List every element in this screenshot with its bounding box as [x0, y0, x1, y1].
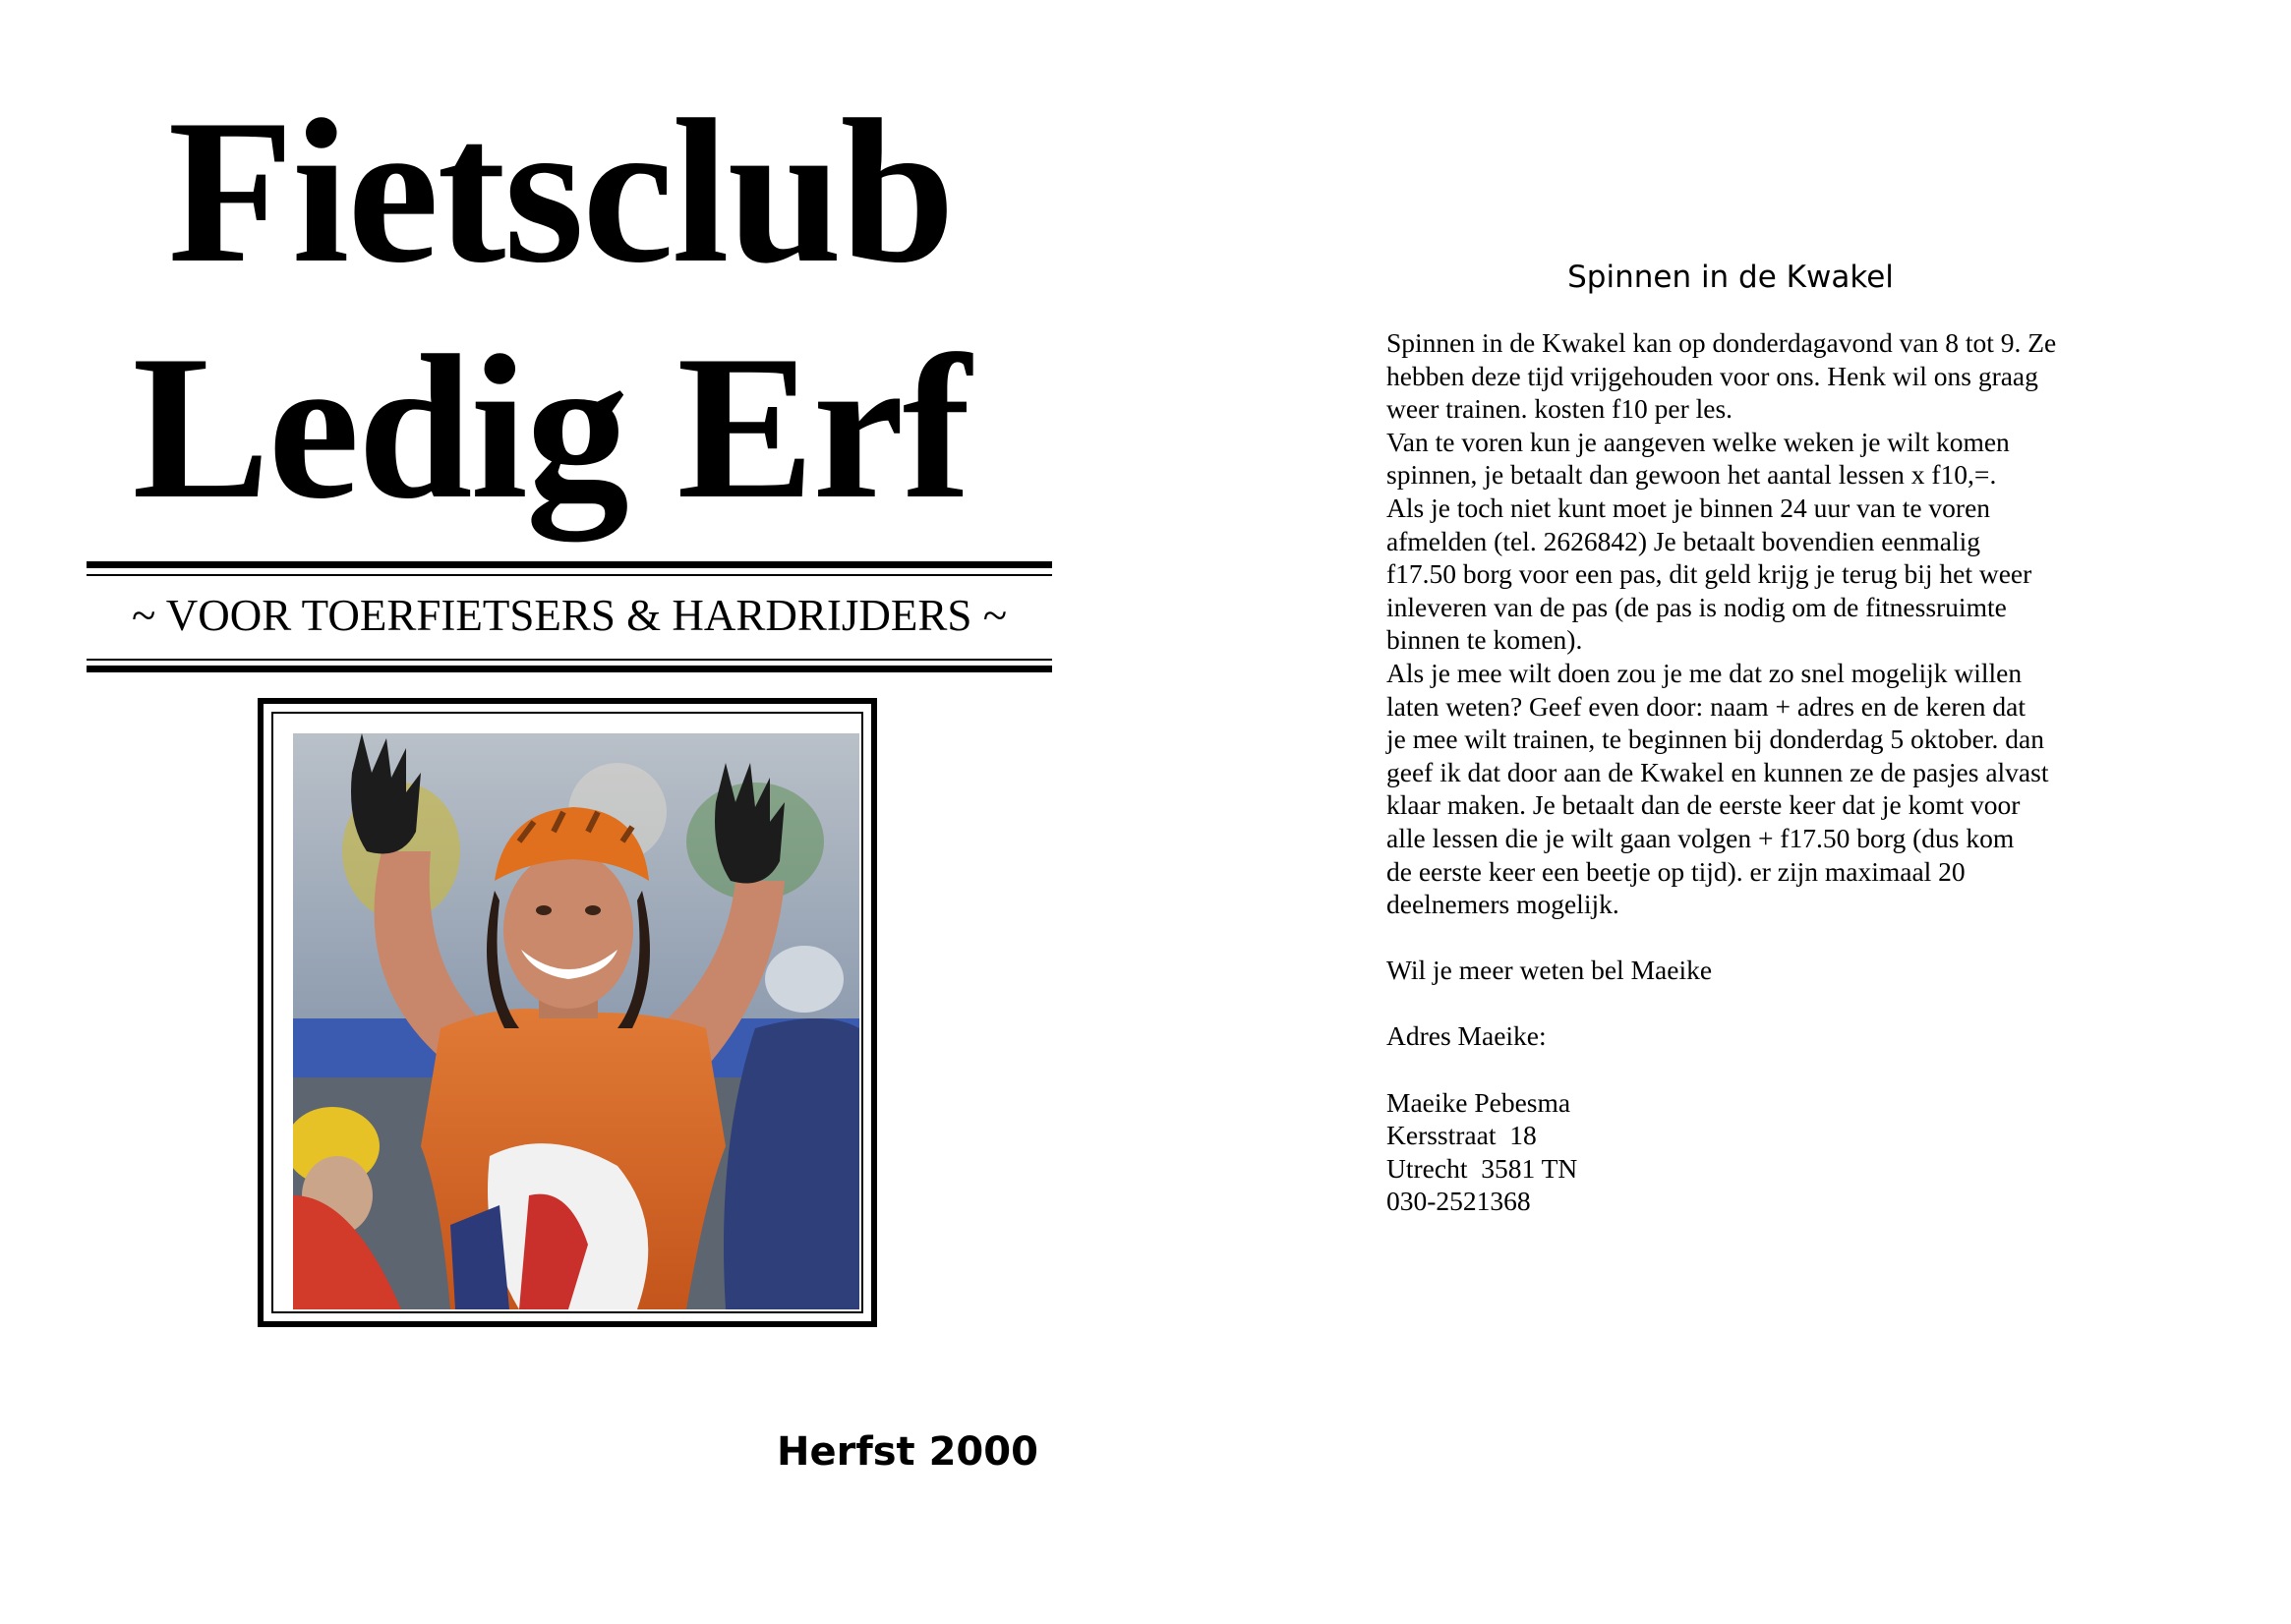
cyclist-celebrating-photo [293, 733, 859, 1309]
address-block [1386, 1086, 2094, 1218]
issue-season: Herfst 2000 [777, 1429, 1038, 1475]
club-title-line2: Ledig Erf [132, 314, 969, 542]
article-heading: Spinnen in de Kwakel [1567, 260, 1894, 295]
address-label: Adres Maeike: [1386, 1020, 1547, 1052]
address-city: Utrecht 3581 TN [1386, 1152, 1578, 1184]
article-body [1386, 326, 2094, 1218]
article-paragraph: Spinnen in de Kwakel kan op donderdagavond van 8 tot 9. Ze hebben deze tijd vrijgehouden voor ons. Henk wil ons graag weer trainen. kosten f10 per les. Van te voren kun je aangeven welke weken je wilt komen spinnen, je betaalt dan gewoon het aantal lessen x f10,=. Als je toch niet kunt moet je binnen 24 uur van te voren afmelden (tel. 2626842) Je betaalt bovendien eenmalig f17.50 borg voor een pas, dit geld krijg je terug bij het weer inleveren van de pas (de pas is nodig om de fitnessruimte binnen te komen). Als je mee wilt doen zou je me dat zo snel mogelijk willen laten weten? Geef even door: naam + adres en de keren dat je mee wilt trainen, te beginnen bij donderdag 5 oktober. dan geef ik dat door aan de Kwakel en kunnen ze de pasjes alvast klaar maken. Je betaalt dan de eerste keer dat je komt voor alle lessen die je wilt gaan volgen + f17.50 borg (dus kom de eerste keer een beetje op tijd). er zijn maximaal 20 deelnemers mogelijk. [1386, 327, 2057, 920]
top-divider [87, 561, 1052, 576]
address-street: Kersstraat 18 [1386, 1120, 1537, 1151]
address-phone: 030-2521368 [1386, 1186, 1531, 1217]
photo-frame [258, 698, 877, 1327]
bottom-divider [87, 659, 1052, 672]
tagline: ~ VOOR TOERFIETSERS & HARDRIJDERS ~ [131, 591, 1008, 640]
address-name: Maeike Pebesma [1386, 1086, 1571, 1118]
club-title-line1: Fietsclub [167, 78, 954, 306]
info-line: Wil je meer weten bel Maeike [1386, 955, 1713, 986]
